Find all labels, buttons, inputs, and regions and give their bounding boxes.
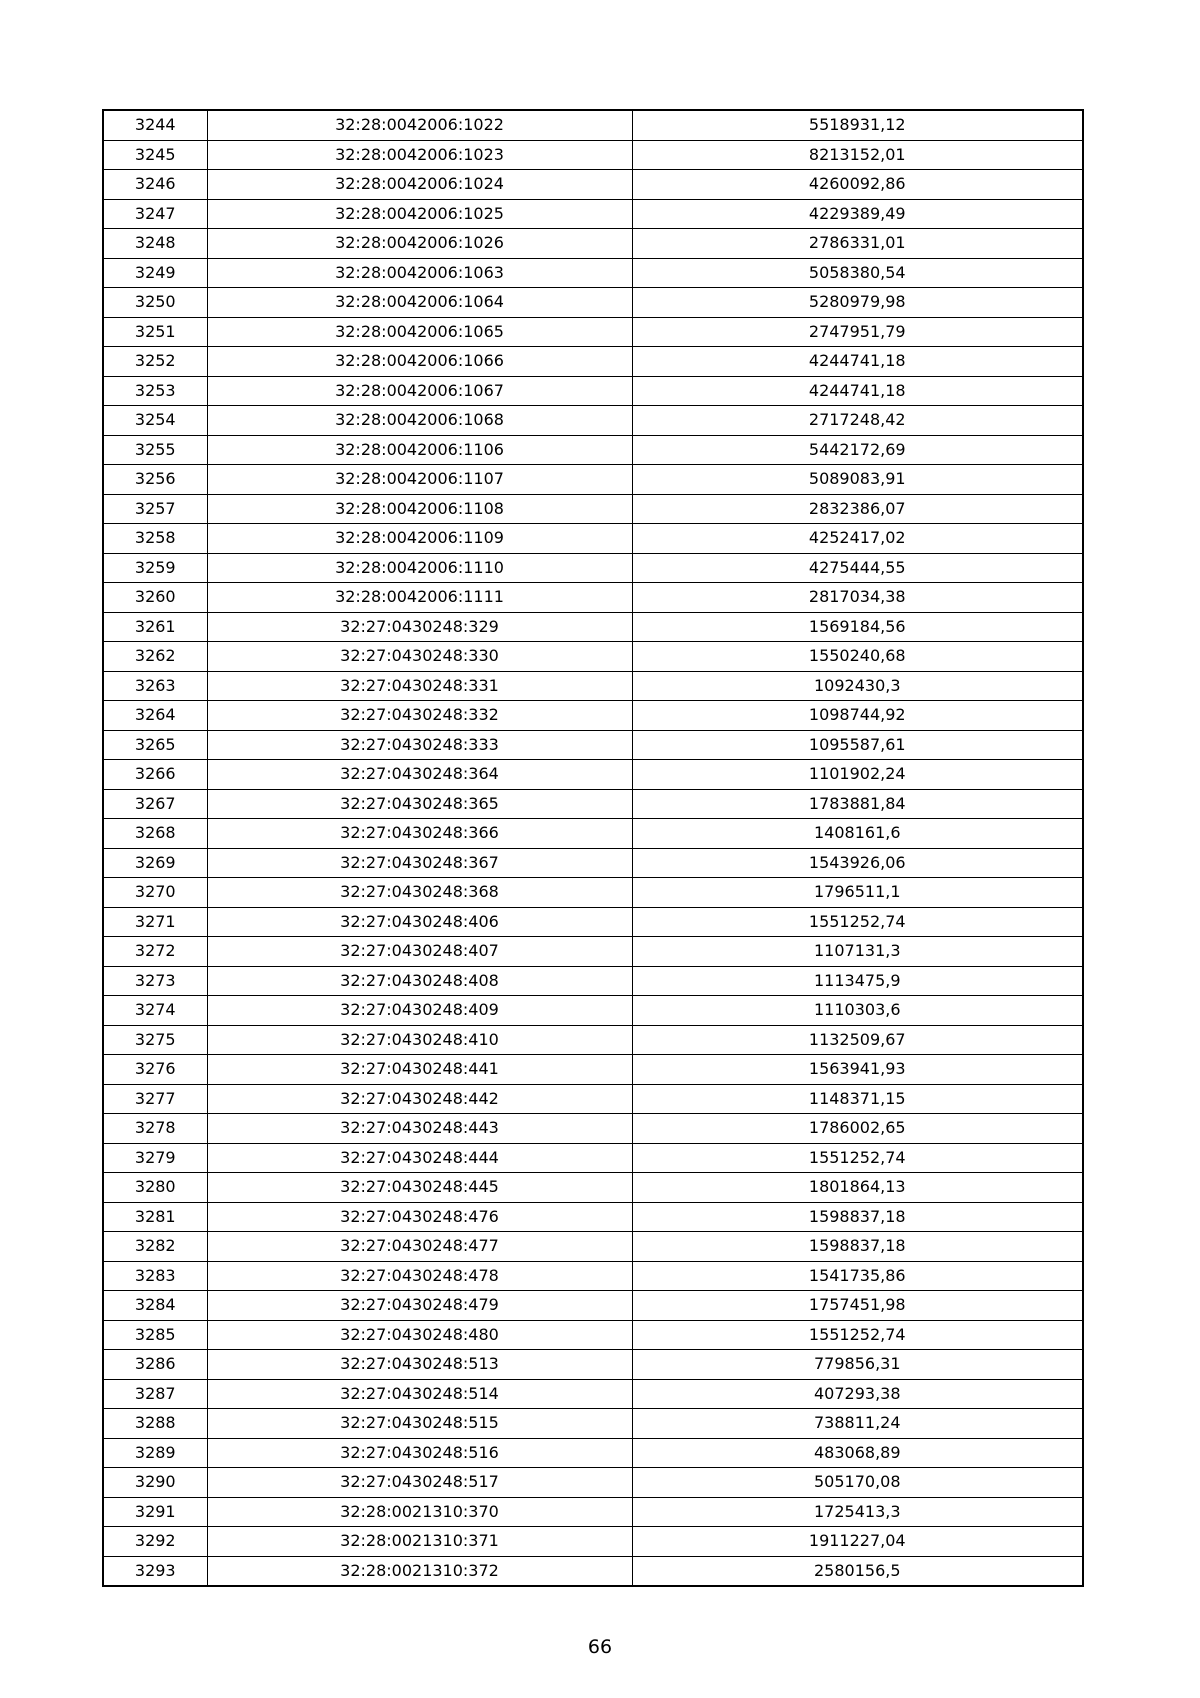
row-number-cell: 3288 [103, 1409, 207, 1439]
row-number-cell: 3273 [103, 966, 207, 996]
row-number-cell: 3259 [103, 553, 207, 583]
cadastral-number-cell: 32:27:0430248:479 [207, 1291, 632, 1321]
cadastral-number-cell: 32:27:0430248:329 [207, 612, 632, 642]
cadastral-number-cell: 32:28:0042006:1022 [207, 110, 632, 140]
row-number-cell: 3249 [103, 258, 207, 288]
table-row [103, 1202, 1083, 1232]
value-cell: 483068,89 [632, 1438, 1083, 1468]
value-cell: 2832386,07 [632, 494, 1083, 524]
row-number-cell: 3262 [103, 642, 207, 672]
table-row [103, 110, 1083, 140]
page-number: 66 [587, 1636, 613, 1658]
value-cell: 1796511,1 [632, 878, 1083, 908]
row-number-cell: 3269 [103, 848, 207, 878]
row-number-cell: 3271 [103, 907, 207, 937]
cadastral-number-cell: 32:28:0042006:1111 [207, 583, 632, 613]
value-cell: 5518931,12 [632, 110, 1083, 140]
value-cell: 4275444,55 [632, 553, 1083, 583]
row-number-cell: 3245 [103, 140, 207, 170]
row-number-cell: 3283 [103, 1261, 207, 1291]
value-cell: 1551252,74 [632, 907, 1083, 937]
value-cell: 2786331,01 [632, 229, 1083, 259]
table-row [103, 1527, 1083, 1557]
row-number-cell: 3255 [103, 435, 207, 465]
table-row [103, 1055, 1083, 1085]
value-cell: 4244741,18 [632, 347, 1083, 377]
row-number-cell: 3290 [103, 1468, 207, 1498]
value-cell: 1095587,61 [632, 730, 1083, 760]
cadastral-number-cell: 32:27:0430248:443 [207, 1114, 632, 1144]
table-row [103, 583, 1083, 613]
table-row [103, 642, 1083, 672]
table-row [103, 966, 1083, 996]
cadastral-number-cell: 32:28:0042006:1065 [207, 317, 632, 347]
table-row [103, 730, 1083, 760]
cadastral-number-cell: 32:28:0042006:1067 [207, 376, 632, 406]
table-row [103, 1379, 1083, 1409]
cadastral-number-cell: 32:28:0042006:1108 [207, 494, 632, 524]
value-cell: 2717248,42 [632, 406, 1083, 436]
cadastral-number-cell: 32:27:0430248:442 [207, 1084, 632, 1114]
table-row [103, 1556, 1083, 1586]
row-number-cell: 3250 [103, 288, 207, 318]
value-cell: 1107131,3 [632, 937, 1083, 967]
cadastral-number-cell: 32:28:0021310:371 [207, 1527, 632, 1557]
table-row [103, 789, 1083, 819]
row-number-cell: 3268 [103, 819, 207, 849]
table-row [103, 1143, 1083, 1173]
table-row [103, 406, 1083, 436]
cadastral-number-cell: 32:28:0042006:1025 [207, 199, 632, 229]
value-cell: 1101902,24 [632, 760, 1083, 790]
cadastral-number-cell: 32:27:0430248:367 [207, 848, 632, 878]
value-cell: 1598837,18 [632, 1232, 1083, 1262]
cadastral-number-cell: 32:28:0042006:1110 [207, 553, 632, 583]
cadastral-number-cell: 32:28:0042006:1106 [207, 435, 632, 465]
value-cell: 1911227,04 [632, 1527, 1083, 1557]
row-number-cell: 3276 [103, 1055, 207, 1085]
cadastral-number-cell: 32:27:0430248:513 [207, 1350, 632, 1380]
row-number-cell: 3257 [103, 494, 207, 524]
data-table [102, 109, 1084, 1587]
row-number-cell: 3286 [103, 1350, 207, 1380]
cadastral-number-cell: 32:27:0430248:330 [207, 642, 632, 672]
table-row [103, 1261, 1083, 1291]
cadastral-number-cell: 32:27:0430248:476 [207, 1202, 632, 1232]
row-number-cell: 3247 [103, 199, 207, 229]
value-cell: 5442172,69 [632, 435, 1083, 465]
cadastral-number-cell: 32:27:0430248:331 [207, 671, 632, 701]
row-number-cell: 3270 [103, 878, 207, 908]
row-number-cell: 3260 [103, 583, 207, 613]
value-cell: 5089083,91 [632, 465, 1083, 495]
value-cell: 505170,08 [632, 1468, 1083, 1498]
row-number-cell: 3263 [103, 671, 207, 701]
value-cell: 1551252,74 [632, 1143, 1083, 1173]
row-number-cell: 3244 [103, 110, 207, 140]
row-number-cell: 3292 [103, 1527, 207, 1557]
cadastral-number-cell: 32:27:0430248:407 [207, 937, 632, 967]
value-cell: 1786002,65 [632, 1114, 1083, 1144]
table-row [103, 1025, 1083, 1055]
table-row [103, 701, 1083, 731]
cadastral-number-cell: 32:27:0430248:332 [207, 701, 632, 731]
value-cell: 1569184,56 [632, 612, 1083, 642]
table-row [103, 199, 1083, 229]
row-number-cell: 3287 [103, 1379, 207, 1409]
row-number-cell: 3248 [103, 229, 207, 259]
cadastral-number-cell: 32:27:0430248:515 [207, 1409, 632, 1439]
cadastral-number-cell: 32:27:0430248:406 [207, 907, 632, 937]
value-cell: 4244741,18 [632, 376, 1083, 406]
cadastral-number-cell: 32:27:0430248:408 [207, 966, 632, 996]
cadastral-number-cell: 32:27:0430248:366 [207, 819, 632, 849]
value-cell: 1757451,98 [632, 1291, 1083, 1321]
cadastral-number-cell: 32:27:0430248:517 [207, 1468, 632, 1498]
value-cell: 1132509,67 [632, 1025, 1083, 1055]
row-number-cell: 3272 [103, 937, 207, 967]
table-row [103, 494, 1083, 524]
row-number-cell: 3285 [103, 1320, 207, 1350]
row-number-cell: 3284 [103, 1291, 207, 1321]
cadastral-number-cell: 32:28:0042006:1023 [207, 140, 632, 170]
value-cell: 1598837,18 [632, 1202, 1083, 1232]
row-number-cell: 3267 [103, 789, 207, 819]
table-row [103, 878, 1083, 908]
value-cell: 1113475,9 [632, 966, 1083, 996]
cadastral-number-cell: 32:28:0042006:1064 [207, 288, 632, 318]
row-number-cell: 3256 [103, 465, 207, 495]
cadastral-number-cell: 32:28:0021310:372 [207, 1556, 632, 1586]
value-cell: 738811,24 [632, 1409, 1083, 1439]
table-row [103, 170, 1083, 200]
cadastral-number-cell: 32:27:0430248:514 [207, 1379, 632, 1409]
row-number-cell: 3264 [103, 701, 207, 731]
row-number-cell: 3281 [103, 1202, 207, 1232]
table-row [103, 1468, 1083, 1498]
table-row [103, 1497, 1083, 1527]
cadastral-number-cell: 32:27:0430248:365 [207, 789, 632, 819]
row-number-cell: 3252 [103, 347, 207, 377]
table-row [103, 848, 1083, 878]
table-row [103, 1409, 1083, 1439]
row-number-cell: 3291 [103, 1497, 207, 1527]
table-row [103, 376, 1083, 406]
table-row [103, 612, 1083, 642]
table-row [103, 524, 1083, 554]
value-cell: 1563941,93 [632, 1055, 1083, 1085]
table-row [103, 760, 1083, 790]
cadastral-number-cell: 32:27:0430248:516 [207, 1438, 632, 1468]
cadastral-number-cell: 32:27:0430248:409 [207, 996, 632, 1026]
cadastral-number-cell: 32:27:0430248:480 [207, 1320, 632, 1350]
row-number-cell: 3254 [103, 406, 207, 436]
value-cell: 1148371,15 [632, 1084, 1083, 1114]
row-number-cell: 3246 [103, 170, 207, 200]
row-number-cell: 3289 [103, 1438, 207, 1468]
table-row [103, 907, 1083, 937]
value-cell: 5058380,54 [632, 258, 1083, 288]
table-row [103, 1114, 1083, 1144]
table-row [103, 229, 1083, 259]
cadastral-number-cell: 32:27:0430248:410 [207, 1025, 632, 1055]
cadastral-number-cell: 32:28:0021310:370 [207, 1497, 632, 1527]
value-cell: 1783881,84 [632, 789, 1083, 819]
cadastral-number-cell: 32:27:0430248:333 [207, 730, 632, 760]
row-number-cell: 3277 [103, 1084, 207, 1114]
row-number-cell: 3261 [103, 612, 207, 642]
value-cell: 1098744,92 [632, 701, 1083, 731]
value-cell: 1110303,6 [632, 996, 1083, 1026]
table-row [103, 996, 1083, 1026]
table-row [103, 819, 1083, 849]
value-cell: 1092430,3 [632, 671, 1083, 701]
row-number-cell: 3253 [103, 376, 207, 406]
table-row [103, 258, 1083, 288]
row-number-cell: 3282 [103, 1232, 207, 1262]
value-cell: 2580156,5 [632, 1556, 1083, 1586]
row-number-cell: 3265 [103, 730, 207, 760]
table-row [103, 1291, 1083, 1321]
table-row [103, 1173, 1083, 1203]
cadastral-number-cell: 32:28:0042006:1107 [207, 465, 632, 495]
value-cell: 407293,38 [632, 1379, 1083, 1409]
table-row [103, 1350, 1083, 1380]
table-body [103, 110, 1083, 1586]
cadastral-number-cell: 32:28:0042006:1068 [207, 406, 632, 436]
cadastral-number-cell: 32:27:0430248:445 [207, 1173, 632, 1203]
value-cell: 1801864,13 [632, 1173, 1083, 1203]
table-row [103, 1320, 1083, 1350]
cadastral-number-cell: 32:27:0430248:478 [207, 1261, 632, 1291]
cadastral-number-cell: 32:28:0042006:1063 [207, 258, 632, 288]
cadastral-number-cell: 32:27:0430248:477 [207, 1232, 632, 1262]
value-cell: 4252417,02 [632, 524, 1083, 554]
value-cell: 8213152,01 [632, 140, 1083, 170]
value-cell: 1550240,68 [632, 642, 1083, 672]
row-number-cell: 3258 [103, 524, 207, 554]
cadastral-number-cell: 32:28:0042006:1066 [207, 347, 632, 377]
value-cell: 2817034,38 [632, 583, 1083, 613]
table-row [103, 465, 1083, 495]
row-number-cell: 3279 [103, 1143, 207, 1173]
row-number-cell: 3274 [103, 996, 207, 1026]
value-cell: 2747951,79 [632, 317, 1083, 347]
table-row [103, 1232, 1083, 1262]
table-row [103, 140, 1083, 170]
table-row [103, 435, 1083, 465]
row-number-cell: 3266 [103, 760, 207, 790]
value-cell: 779856,31 [632, 1350, 1083, 1380]
cadastral-number-cell: 32:28:0042006:1109 [207, 524, 632, 554]
table-row [103, 317, 1083, 347]
table-row [103, 553, 1083, 583]
cadastral-number-cell: 32:28:0042006:1024 [207, 170, 632, 200]
value-cell: 1541735,86 [632, 1261, 1083, 1291]
row-number-cell: 3280 [103, 1173, 207, 1203]
value-cell: 4229389,49 [632, 199, 1083, 229]
value-cell: 1725413,3 [632, 1497, 1083, 1527]
value-cell: 1543926,06 [632, 848, 1083, 878]
table-row [103, 288, 1083, 318]
value-cell: 1551252,74 [632, 1320, 1083, 1350]
row-number-cell: 3278 [103, 1114, 207, 1144]
cadastral-number-cell: 32:27:0430248:364 [207, 760, 632, 790]
row-number-cell: 3251 [103, 317, 207, 347]
cadastral-number-cell: 32:27:0430248:444 [207, 1143, 632, 1173]
row-number-cell: 3275 [103, 1025, 207, 1055]
table-row [103, 1084, 1083, 1114]
table-row [103, 347, 1083, 377]
table-row [103, 937, 1083, 967]
row-number-cell: 3293 [103, 1556, 207, 1586]
table-row [103, 1438, 1083, 1468]
cadastral-number-cell: 32:27:0430248:441 [207, 1055, 632, 1085]
table-row [103, 671, 1083, 701]
value-cell: 5280979,98 [632, 288, 1083, 318]
cadastral-number-cell: 32:28:0042006:1026 [207, 229, 632, 259]
value-cell: 1408161,6 [632, 819, 1083, 849]
value-cell: 4260092,86 [632, 170, 1083, 200]
cadastral-number-cell: 32:27:0430248:368 [207, 878, 632, 908]
